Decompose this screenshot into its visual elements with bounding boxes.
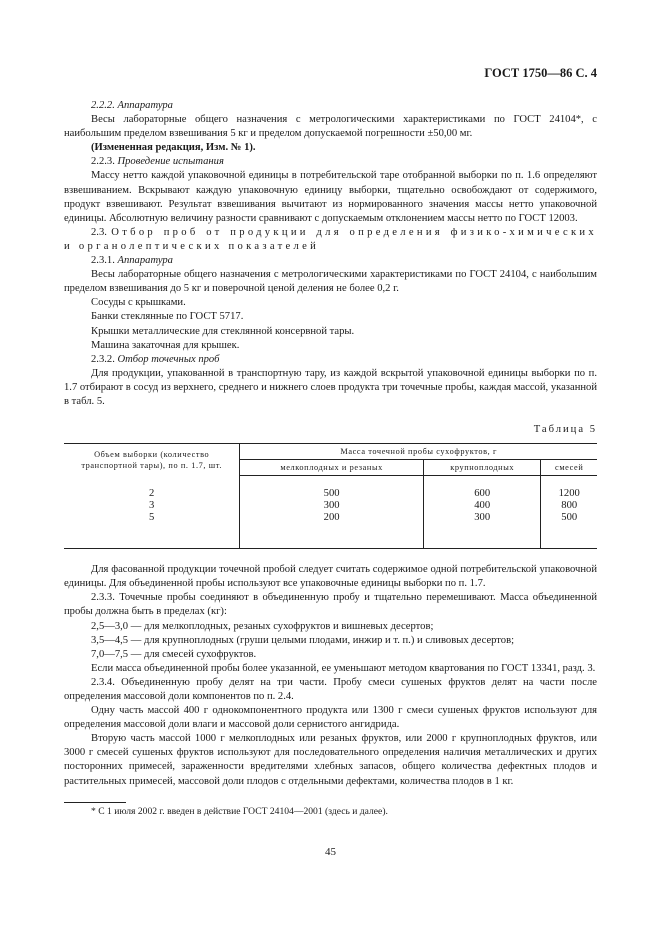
table-row (64, 476, 597, 501)
table-cell: 500 (541, 512, 597, 549)
table-header-group: Масса точечной пробы сухофруктов, г (240, 444, 597, 460)
paragraph: Для продукции, упакованной в транспортную тару, из каждой вскрытой упаковочной единицы выборки по п. 1.7 отбирают в сосуд из верхнего, среднего и нижнего слоев продукта три точечные пробы, каждая массой, указанной в табл. 5. (64, 367, 597, 407)
table-subheader: крупноплодных (423, 460, 541, 476)
list-item: 7,0—7,5 — для смесей сухофруктов. (91, 648, 257, 660)
section-heading-2-3 (64, 226, 597, 254)
table-header-sample-size: Объем выборки (количество транспортной тары), по п. 1.7, шт. (64, 444, 240, 476)
table-cell: 600 (423, 476, 541, 501)
list-item: Крышки металлические для стеклянной консервной тары. (91, 325, 355, 337)
paragraph: Одну часть массой 400 г однокомпонентного продукта или 1300 г смеси сушеных фруктов используют для определения массовой доли влаги и массовой доли сернистого ангидрида. (64, 705, 597, 731)
table-cell: 300 (423, 512, 541, 549)
section-heading-2-2-2: 2.2.2. Аппаратура (91, 100, 173, 111)
section-number: 2.3.2. (91, 353, 118, 365)
section-number: 2.2.3. (91, 156, 118, 168)
table-cell: 2 (149, 487, 155, 499)
page-number: 45 (325, 846, 336, 858)
table-cell: 400 (423, 500, 541, 512)
paragraph: Если масса объединенной пробы более указанной, ее уменьшают методом квартования по ГОСТ 13341, разд. 3. (91, 662, 596, 674)
section-title: Аппаратура (117, 255, 173, 267)
paragraph: 2.3.3. Точечные пробы соединяют в объединенную пробу и тщательно перемешивают. Масса объединенной пробы должна быть в пределах (кг): (64, 592, 597, 618)
section-heading-2-3-2 (64, 353, 597, 367)
table-caption: Таблица 5 (533, 424, 597, 436)
table-cell: 500 (240, 476, 424, 501)
table-row (64, 500, 597, 512)
table-cell: 300 (240, 500, 424, 512)
amendment-note: (Измененная редакция, Изм. № 1). (91, 142, 256, 154)
paragraph: Весы лабораторные общего назначения с метрологическими характеристиками по ГОСТ 24104, с наибольшим пределом взвешивания до 5 кг и поверочной ценой деления не более 0,2 г. (64, 269, 597, 295)
list-item: Машина закаточная для крышек. (91, 339, 240, 351)
footnote-divider (64, 802, 126, 803)
paragraph: Весы лабораторные общего назначения с метрологическими характеристиками по ГОСТ 24104*, с наибольшим пределом взвешивания 5 кг и пределом допускаемой погрешности ±50,00 мг. (64, 114, 597, 140)
table-subheader: смесей (541, 460, 597, 476)
document-body (64, 99, 597, 818)
section-title: Отбор точечных проб (117, 353, 220, 365)
section-number: 2.3. (91, 226, 112, 238)
paragraph: Вторую часть массой 1000 г мелкоплодных или резаных фруктов, или 2000 г крупноплодных фруктов, или 3000 г смесей сушеных фруктов используют для последовательного определения наличия металлических и других посторонних примесей, зараженности вредителями хлебных запасов, общего количества дефектных плодов и растительных примесей, массовой доли плодов с отдельными дефектами, количества плодов в 1 кг. (64, 733, 597, 787)
table-cell: 800 (541, 500, 597, 512)
page-header: ГОСТ 1750—86 С. 4 (484, 66, 597, 80)
section-title: Проведение испытания (117, 156, 224, 168)
section-heading-2-3-1 (64, 254, 597, 268)
sample-mass-table (64, 443, 597, 549)
list-item: 2,5—3,0 — для мелкоплодных, резаных сухофруктов и вишневых десертов; (91, 620, 434, 632)
table-cell: 200 (240, 512, 424, 549)
paragraph: Массу нетто каждой упаковочной единицы в потребительской таре отобранной выборки по п. 1.6 определяют взвешиванием. Вскрывают каждую упаковочную единицу выборки, тщательно освобождают от содержимого, продукт взвешивают. Результат взвешивания вычитают из нормированного значения массы нетто упаковочной единицы. Абсолютную величину разности сравнивают с допускаемым отклонением массы нетто по ГОСТ 12003. (64, 170, 597, 224)
table-row (64, 512, 597, 549)
footnote: * С 1 июля 2002 г. введен в действие ГОСТ 24104—2001 (здесь и далее). (91, 805, 388, 817)
paragraph: 2.3.4. Объединенную пробу делят на три части. Пробу смеси сушеных фруктов делят на части после определения массовой доли компонентов по п. 2.4. (64, 676, 597, 702)
table-cell: 1200 (541, 476, 597, 501)
section-number: 2.3.1. (91, 255, 118, 267)
table-cell: 3 (149, 500, 155, 512)
section-title: Отбор проб от продукции для определения физико-химических и органолептических показателей (64, 226, 597, 252)
list-item: Сосуды с крышками. (91, 297, 186, 309)
list-item: 3,5—4,5 — для крупноплодных (груши целыми плодами, инжир и т. п.) и сливовых десертов; (91, 634, 515, 646)
section-heading-2-2-3 (64, 155, 597, 169)
table-subheader: мелкоплодных и резаных (240, 460, 424, 476)
table-cell: 5 (64, 512, 240, 549)
paragraph: Для фасованной продукции точечной пробой следует считать содержимое одной потребительской упаковочной единицы. Для объединенной пробы используют все упаковочные единицы выборки по п. 1.7. (64, 564, 597, 590)
list-item: Банки стеклянные по ГОСТ 5717. (91, 311, 244, 323)
